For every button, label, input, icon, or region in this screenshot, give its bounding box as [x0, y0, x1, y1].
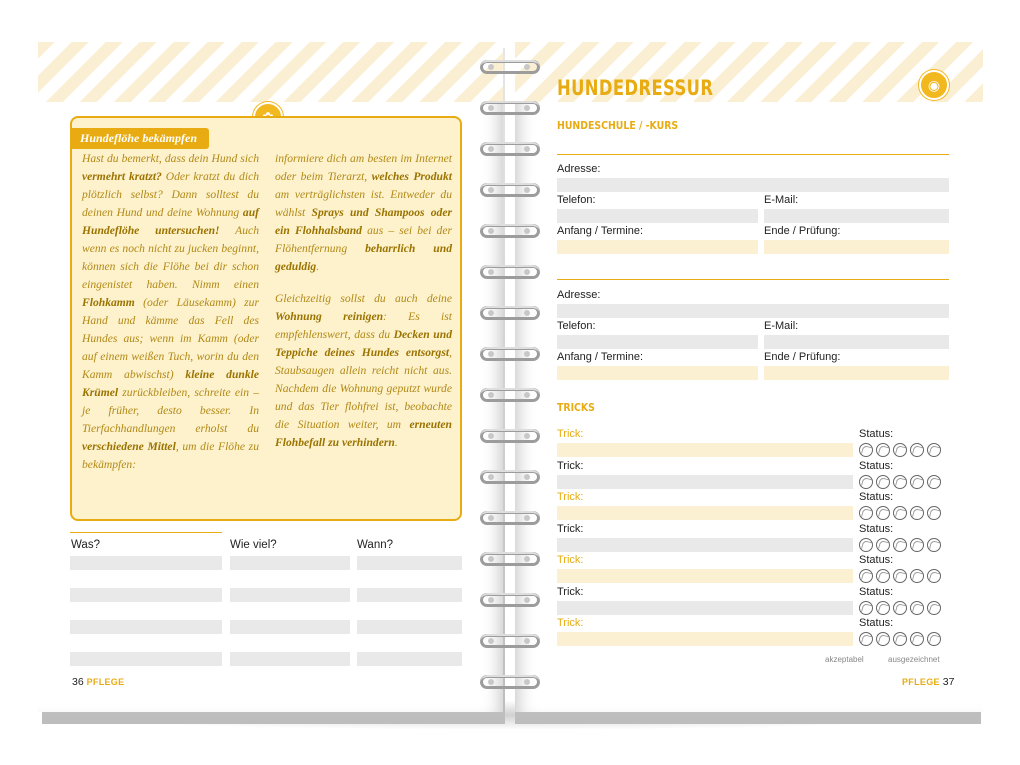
tricks-heading: TRICKS — [557, 401, 595, 414]
tennis-ball-icon[interactable] — [876, 506, 890, 520]
entry-field-wann-4[interactable] — [357, 652, 462, 666]
page-number-right — [902, 676, 954, 688]
table-top-rule — [70, 532, 222, 533]
tennis-ball-icon[interactable] — [859, 601, 873, 615]
status-label: Status: — [859, 459, 894, 472]
tennis-ball-icon[interactable] — [927, 632, 941, 646]
punch-hole — [488, 187, 494, 193]
tennis-ball-icon[interactable] — [893, 601, 907, 615]
phone-field[interactable] — [557, 209, 758, 223]
info-column-2 — [275, 150, 452, 466]
punch-hole — [524, 515, 530, 521]
tennis-ball-icon[interactable] — [893, 475, 907, 489]
address-label: Adresse: — [557, 289, 601, 301]
punch-hole — [488, 474, 494, 480]
tennis-ball-icon[interactable] — [910, 569, 924, 583]
left-page — [38, 42, 503, 712]
tennis-ball-icon[interactable] — [876, 443, 890, 457]
address-field[interactable] — [557, 178, 949, 192]
punch-hole — [488, 310, 494, 316]
tennis-ball-icon[interactable] — [859, 475, 873, 489]
text-run: , um die Flöhe zu bekämpfen: — [82, 440, 259, 471]
tennis-ball-icon[interactable] — [910, 506, 924, 520]
start-field[interactable] — [557, 366, 758, 380]
punch-hole — [488, 679, 494, 685]
end-field[interactable] — [764, 366, 949, 380]
page-number-left — [72, 676, 124, 688]
right-page — [515, 42, 983, 712]
tennis-ball-icon[interactable] — [893, 443, 907, 457]
punch-hole — [488, 392, 494, 398]
entry-field-was-4[interactable] — [70, 652, 222, 666]
end-label: Ende / Prüfung: — [764, 351, 841, 363]
text-bold: kleine dunkle Krümel — [82, 368, 260, 399]
column-header-wie-viel: Wie viel? — [230, 539, 277, 551]
tennis-ball-icon[interactable] — [859, 538, 873, 552]
trick-field[interactable] — [557, 475, 853, 489]
email-field[interactable] — [764, 335, 949, 349]
punch-hole — [524, 679, 530, 685]
legend-excellent: ausgezeichnet — [888, 655, 940, 664]
entry-field-wann-2[interactable] — [357, 588, 462, 602]
status-label: Status: — [859, 585, 894, 598]
punch-hole — [524, 187, 530, 193]
phone-label: Telefon: — [557, 320, 596, 332]
text-bold: welches Produkt — [371, 170, 452, 183]
info-box — [70, 116, 462, 521]
status-label: Status: — [859, 522, 894, 535]
column-header-was: Was? — [71, 539, 100, 551]
entry-field-was-2[interactable] — [70, 588, 222, 602]
text-bold: erneuten Flohbefall zu verhindern — [275, 418, 452, 449]
punch-hole — [488, 515, 494, 521]
punch-hole — [488, 105, 494, 111]
tennis-ball-icon[interactable] — [859, 569, 873, 583]
text-run: . — [316, 260, 320, 273]
header-stripes — [38, 42, 503, 102]
trick-label: Trick: — [557, 617, 584, 629]
end-field[interactable] — [764, 240, 949, 254]
text-run: , Staubsaugen allein reicht nicht aus. Nachdem die Wohnung geputzt wurde und das Tier flohfrei ist, beobachte die Situation weiter, um — [275, 346, 452, 431]
column-header-wann: Wann? — [357, 539, 394, 551]
trick-field[interactable] — [557, 506, 853, 520]
text-run: Gleichzeitig sollst du auch deine — [275, 292, 452, 305]
entry-field-wann-3[interactable] — [357, 620, 462, 634]
trick-field[interactable] — [557, 538, 853, 552]
punch-hole — [488, 351, 494, 357]
tennis-ball-icon[interactable] — [893, 538, 907, 552]
punch-hole — [524, 228, 530, 234]
block2-rule — [557, 279, 949, 280]
punch-hole — [488, 556, 494, 562]
punch-hole — [524, 474, 530, 480]
entry-field-wieviel-2[interactable] — [230, 588, 350, 602]
text-run: aus – sei bei der Flöhentfernung — [275, 224, 452, 255]
status-rating — [859, 601, 941, 615]
tennis-ball-icon[interactable] — [927, 601, 941, 615]
phone-label: Telefon: — [557, 194, 596, 206]
page-title: HUNDEDRESSUR — [557, 76, 714, 100]
status-rating — [859, 538, 941, 552]
punch-hole — [524, 351, 530, 357]
punch-hole — [488, 597, 494, 603]
trick-field[interactable] — [557, 601, 853, 615]
punch-hole — [524, 556, 530, 562]
text-run: : Es ist empfehlenswert, dass du — [275, 310, 452, 341]
text-run: Oder kratzt du dich plötzlich selbst? Dann solltest du deinen Hund und deine Wohnung — [82, 170, 260, 219]
end-label: Ende / Prüfung: — [764, 225, 841, 237]
punch-hole — [524, 310, 530, 316]
page-number: 36 — [72, 676, 84, 688]
text-bold: Flohkamm — [82, 296, 135, 309]
phone-field[interactable] — [557, 335, 758, 349]
tennis-ball-icon[interactable] — [876, 538, 890, 552]
trick-field[interactable] — [557, 632, 853, 646]
entry-field-was-3[interactable] — [70, 620, 222, 634]
text-run: (oder Läusekamm) zur Hand und kämme das Fell des Hundes aus; wenn im Kamm (oder auf einem weißen Tuch, worin du den Kamm abwischst) — [82, 296, 259, 381]
email-field[interactable] — [764, 209, 949, 223]
punch-hole — [488, 146, 494, 152]
status-label: Status: — [859, 491, 894, 503]
status-rating — [859, 506, 941, 520]
trick-field[interactable] — [557, 443, 853, 457]
status-rating — [859, 443, 941, 457]
status-rating — [859, 632, 941, 646]
tennis-ball-icon[interactable] — [927, 506, 941, 520]
entry-field-was-1[interactable] — [70, 556, 222, 570]
text-bold: Decken und Teppiche deines Hundes entsorgst — [275, 328, 452, 359]
text-run: zurückbleiben, schreite ein – je früher, desto besser. In Tierfachhandlungen erholst du — [82, 386, 259, 435]
legend-accepted: akzeptabel — [825, 655, 864, 664]
tennis-ball-icon[interactable] — [910, 475, 924, 489]
info-box-title: Hundeflöhe bekämpfen — [70, 128, 209, 149]
text-bold: Sprays und Shampoos oder ein Flohhalsband — [275, 206, 452, 237]
address-field[interactable] — [557, 304, 949, 318]
tennis-ball-icon[interactable] — [876, 601, 890, 615]
punch-hole — [488, 269, 494, 275]
tennis-ball-icon[interactable] — [910, 632, 924, 646]
tennis-ball-icon[interactable] — [876, 632, 890, 646]
page-subtitle: HUNDESCHULE / -KURS — [557, 119, 679, 132]
text-bold: beharrlich und geduldig — [275, 242, 452, 273]
entry-field-wann-1[interactable] — [357, 556, 462, 570]
text-bold: verschiedene Mittel — [82, 440, 176, 453]
tennis-ball-icon[interactable] — [876, 569, 890, 583]
punch-hole — [524, 433, 530, 439]
email-label: E-Mail: — [764, 320, 799, 332]
punch-hole — [524, 269, 530, 275]
punch-hole — [524, 597, 530, 603]
trick-label: Trick: — [557, 522, 584, 535]
tennis-ball-icon[interactable] — [927, 475, 941, 489]
tennis-ball-icon[interactable] — [910, 443, 924, 457]
tennis-ball-icon[interactable] — [859, 632, 873, 646]
tennis-ball-icon[interactable] — [893, 506, 907, 520]
start-field[interactable] — [557, 240, 758, 254]
status-label: Status: — [859, 554, 894, 566]
text-run: Hast du bemerkt, dass dein Hund sich — [82, 152, 259, 165]
section-name: PFLEGE — [86, 677, 125, 687]
status-label: Status: — [859, 428, 894, 440]
text-run: Auch wenn es noch nicht zu jucken beginnt, können sich die Flöhe bei dir schon eingenistet haben. Nimm einen — [82, 224, 259, 291]
text-bold: auf Hundeflöhe untersuchen! — [82, 206, 259, 237]
entry-field-wieviel-4[interactable] — [230, 652, 350, 666]
tennis-ball-icon[interactable] — [910, 538, 924, 552]
trick-label: Trick: — [557, 459, 584, 472]
tennis-ball-icon[interactable] — [910, 601, 924, 615]
text-run: informiere dich am besten im Internet oder beim Tierarzt, — [275, 152, 452, 183]
punch-hole — [524, 146, 530, 152]
text-bold: Wohnung reinigen — [275, 310, 384, 323]
tennis-ball-icon[interactable] — [876, 475, 890, 489]
block1-rule — [557, 154, 949, 155]
tennis-ball-icon[interactable] — [859, 506, 873, 520]
text-bold: vermehrt kratzt? — [82, 170, 162, 183]
tennis-ball-icon[interactable] — [893, 632, 907, 646]
status-rating — [859, 475, 941, 489]
tennis-ball-icon[interactable] — [927, 538, 941, 552]
tennis-ball-icon[interactable] — [859, 443, 873, 457]
text-run: am verträglichsten ist. Entweder du wählst — [275, 188, 452, 219]
page-number: 37 — [942, 676, 955, 688]
trick-label: Trick: — [557, 428, 584, 440]
email-label: E-Mail: — [764, 194, 799, 206]
status-label: Status: — [859, 617, 894, 629]
trick-label: Trick: — [557, 585, 584, 598]
entry-field-wieviel-1[interactable] — [230, 556, 350, 570]
tennis-ball-icon[interactable] — [927, 443, 941, 457]
info-column-1 — [82, 150, 259, 488]
text-run: . — [394, 436, 398, 449]
trick-field[interactable] — [557, 569, 853, 583]
section-name: PFLEGE — [902, 677, 940, 687]
entry-field-wieviel-3[interactable] — [230, 620, 350, 634]
status-rating — [859, 569, 941, 583]
dog-face-icon: ◉ — [919, 70, 949, 100]
trick-label: Trick: — [557, 554, 584, 566]
punch-hole — [524, 105, 530, 111]
address-label: Adresse: — [557, 163, 601, 175]
punch-hole — [488, 433, 494, 439]
start-label: Anfang / Termine: — [557, 225, 644, 237]
tennis-ball-icon[interactable] — [893, 569, 907, 583]
punch-hole — [524, 64, 530, 70]
punch-hole — [488, 638, 494, 644]
tennis-ball-icon[interactable] — [927, 569, 941, 583]
trick-label: Trick: — [557, 491, 584, 503]
punch-hole — [524, 638, 530, 644]
punch-hole — [488, 228, 494, 234]
punch-hole — [524, 392, 530, 398]
start-label: Anfang / Termine: — [557, 351, 644, 363]
punch-hole — [488, 64, 494, 70]
